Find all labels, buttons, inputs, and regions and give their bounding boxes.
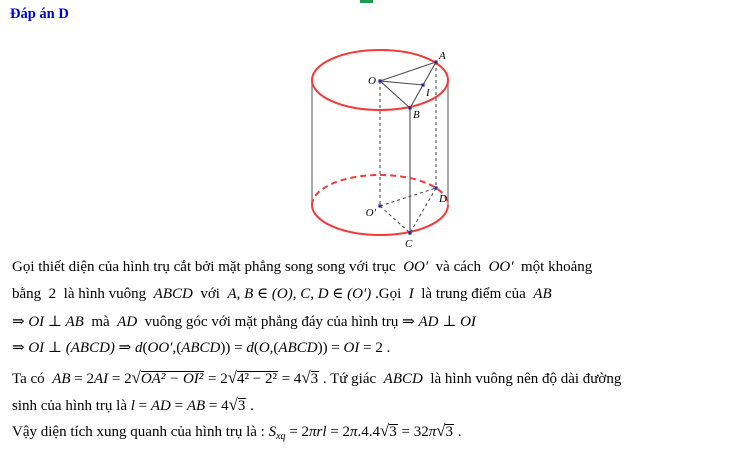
math-segment: ⊥ <box>47 314 63 330</box>
point-label-A: A <box>439 50 446 62</box>
math-segment: ⇒ <box>12 314 29 330</box>
math-segment: OO′ <box>403 259 429 275</box>
math-segment: ,( <box>269 340 279 356</box>
solution-line-7 <box>12 420 461 447</box>
math-segment: = 2 <box>70 371 94 387</box>
math-segment: I <box>408 286 414 302</box>
math-segment: = 32 <box>397 424 429 440</box>
math-segment: là trung điểm của <box>413 286 534 302</box>
math-segment: ⇒ <box>12 340 29 356</box>
math-segment: )) = <box>317 340 344 356</box>
math-segment: l <box>130 398 135 414</box>
cylinder-figure <box>295 45 525 257</box>
math-segment: d <box>135 340 143 356</box>
point-label-C: C <box>405 238 413 250</box>
math-segment: .4.4 <box>357 424 381 440</box>
O-A-line <box>380 62 436 81</box>
solution-line-2 <box>12 284 552 305</box>
math-segment: (O′) <box>343 286 372 302</box>
solution-line-3 <box>12 312 476 333</box>
math-segment: 3 <box>389 424 397 440</box>
math-segment: Ta có <box>12 371 53 387</box>
math-segment: OI <box>28 314 48 330</box>
math-segment: √ <box>228 395 238 414</box>
O-B-line <box>380 81 410 108</box>
math-segment: . <box>246 398 254 414</box>
math-segment: √ <box>227 368 237 387</box>
math-segment: = 2 <box>326 424 351 440</box>
O-I-line <box>380 81 423 85</box>
math-segment: ( <box>142 340 148 356</box>
math-segment: ABCD <box>278 340 318 356</box>
math-segment: A, B <box>227 286 258 302</box>
point-marker-D <box>434 186 437 189</box>
math-segment: ∈ <box>332 286 344 302</box>
math-segment: S <box>268 424 277 440</box>
point-label-O: O <box>368 75 376 87</box>
math-segment: AD <box>150 398 171 414</box>
math-segment: Vậy diện tích xung quanh của hình trụ là : <box>12 424 269 440</box>
math-segment: √ <box>380 421 390 440</box>
point-marker-O-prime <box>378 204 381 207</box>
point-label-B: B <box>413 109 420 121</box>
math-segment: OI <box>343 340 360 356</box>
math-segment: π <box>428 424 437 440</box>
point-marker-B <box>408 106 411 109</box>
math-segment: AB <box>533 286 552 302</box>
math-segment: ,( <box>172 340 182 356</box>
math-segment: ⇒ <box>402 314 419 330</box>
point-label-O-prime: O′ <box>365 207 376 219</box>
math-segment: và cách <box>428 259 489 275</box>
math-segment: với <box>192 286 228 302</box>
solution-line-6 <box>12 394 254 417</box>
math-segment: = <box>134 398 151 414</box>
O2-C-line <box>380 206 410 233</box>
math-segment: = 2 <box>108 371 132 387</box>
math-segment: .Gọi <box>371 286 409 302</box>
math-segment: ⇒ <box>114 340 135 356</box>
math-segment: ⊥ <box>47 340 63 356</box>
math-segment: √ <box>131 368 141 387</box>
math-segment: = 4 <box>277 371 302 387</box>
math-segment: O <box>258 340 270 356</box>
math-segment: = <box>170 398 187 414</box>
math-segment: OA² − OI² <box>140 371 204 387</box>
math-segment: = 2 . <box>359 340 391 356</box>
bottom-ellipse-front-arc <box>312 205 448 235</box>
math-segment: Gọi thiết diện của hình trụ cắt bởi mặt phẳng song song với trục <box>12 259 404 275</box>
math-segment: )) = <box>220 340 247 356</box>
math-segment: , <box>292 286 301 302</box>
math-segment: AB <box>52 371 71 387</box>
point-marker-I <box>421 83 424 86</box>
O2-D-line <box>380 188 436 206</box>
math-segment: . <box>453 424 462 440</box>
math-segment: = 4 <box>205 398 229 414</box>
math-segment: vuông góc với mặt phẳng đáy của hình trụ <box>137 314 403 330</box>
math-segment: OI <box>28 340 48 356</box>
math-segment: sinh của hình trụ là <box>12 398 131 414</box>
D-C-line <box>410 188 436 233</box>
math-segment: ABCD <box>181 340 221 356</box>
math-segment: AB <box>62 314 84 330</box>
math-segment: ( <box>253 340 259 356</box>
math-segment: một khoảng <box>513 259 593 275</box>
math-segment: AB <box>186 398 206 414</box>
math-segment: OO′ <box>488 259 514 275</box>
math-segment: (O) <box>268 286 293 302</box>
solution-line-1 <box>12 257 592 278</box>
point-marker-O <box>378 79 381 82</box>
math-segment: OI <box>456 314 476 330</box>
math-segment: 3 <box>310 371 319 387</box>
math-segment: ∈ <box>257 286 269 302</box>
math-segment: 3 <box>445 424 453 440</box>
math-segment: ⊥ <box>442 314 457 330</box>
math-segment: AD <box>418 314 443 330</box>
math-segment: π <box>350 424 358 440</box>
math-segment: = 2 <box>285 424 310 440</box>
point-marker-C <box>408 231 411 234</box>
math-segment: 4² − 2² <box>236 371 277 387</box>
solution-line-5 <box>12 367 621 390</box>
solution-line-4 <box>12 338 390 359</box>
math-segment: d <box>246 340 254 356</box>
cropped-artifact <box>360 0 373 3</box>
math-segment: √ <box>436 421 446 440</box>
point-marker-A <box>434 60 437 63</box>
math-segment: ABCD <box>383 371 423 387</box>
math-segment: bằng 2 là hình vuông <box>12 286 154 302</box>
math-segment: (ABCD) <box>62 340 115 356</box>
math-segment: ABCD <box>153 286 193 302</box>
math-segment: mà <box>83 314 118 330</box>
math-segment: C, D <box>300 286 333 302</box>
math-segment: πrl <box>309 424 327 440</box>
point-label-I: I <box>426 87 430 99</box>
math-segment: = 2 <box>204 371 228 387</box>
math-segment: là hình vuông nên độ dài đường <box>422 371 622 387</box>
math-segment: xq <box>276 431 286 442</box>
math-segment: OO′ <box>147 340 173 356</box>
math-segment: AD <box>117 314 138 330</box>
math-segment: . Tứ giác <box>319 371 384 387</box>
math-segment: 3 <box>237 398 246 414</box>
math-segment: √ <box>301 368 311 387</box>
math-segment: AI <box>93 371 109 387</box>
answer-heading: Đáp án D <box>10 6 69 22</box>
point-label-D: D <box>439 193 447 205</box>
